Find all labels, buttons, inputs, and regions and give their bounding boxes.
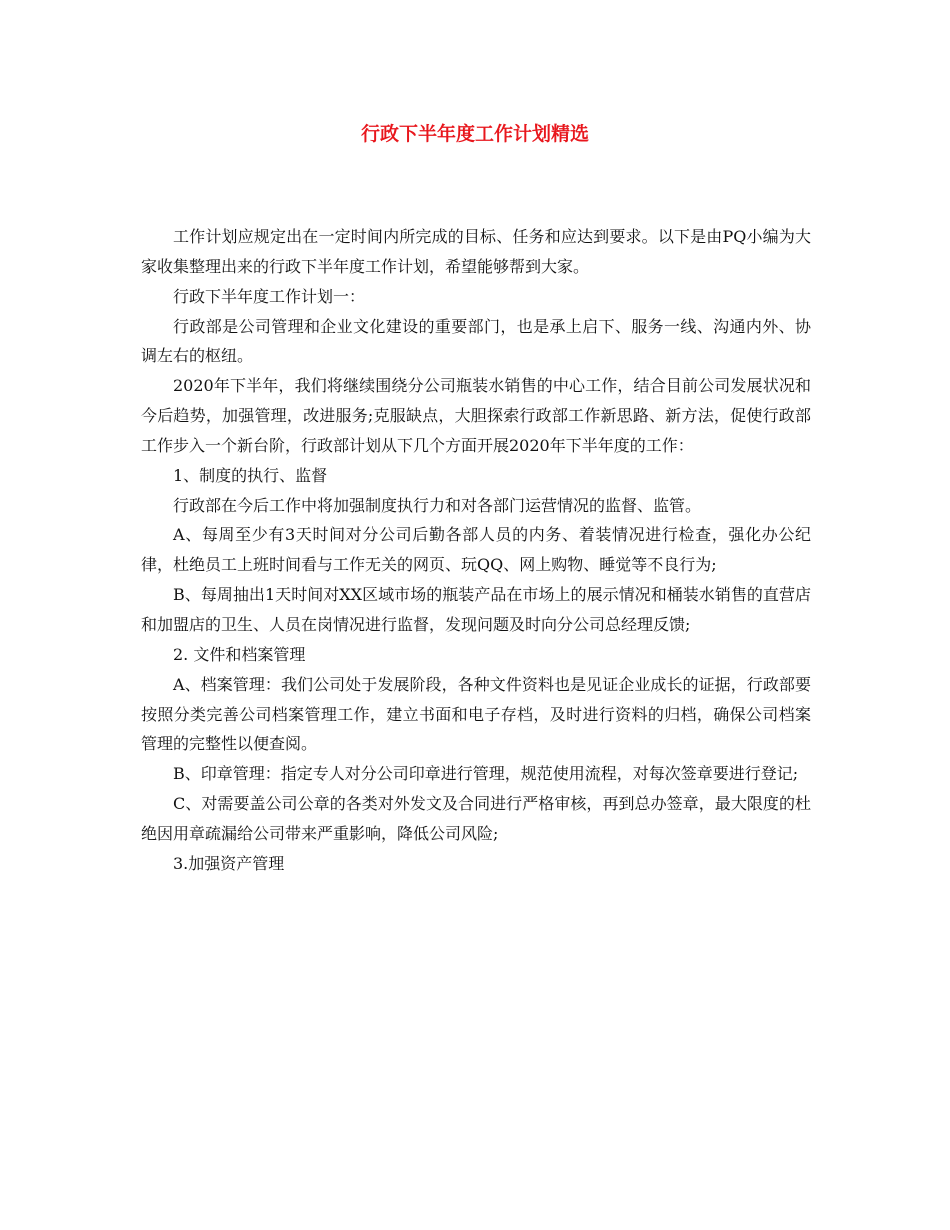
section-heading-3: 3.加强资产管理	[173, 853, 285, 873]
section-heading-2: 2. 文件和档案管理	[173, 644, 306, 664]
list-item-a-archives: A、档案管理：我们公司处于发展阶段，各种文件资料也是见证企业成长的证据，行政部要按照分类完善公司档案管理工作，建立书面和电子存档，及时进行资料的归档，确保公司档案管理的完整性以便查阅。	[141, 674, 811, 754]
list-item-a-inspection: A、每周至少有3天时间对分公司后勤各部人员的内务、着装情况进行检查，强化办公纪律，杜绝员工上班时间看与工作无关的网页、玩QQ、网上购物、睡觉等不良行为;	[141, 525, 811, 575]
paragraph-overview: 2020年下半年，我们将继续围绕分公司瓶装水销售的中心工作，结合目前公司发展状况和今后趋势，加强管理，改进服务;克服缺点，大胆探索行政部工作新思路、新方法，促使行政部工作步入一个新台阶，行政部计划从下几个方面开展2020年下半年度的工作：	[141, 376, 811, 455]
list-item-c-review: C、对需要盖公司公章的各类对外发文及合同进行严格审核，再到总办签章，最大限度的杜绝因用章疏漏给公司带来严重影响，降低公司风险;	[141, 794, 811, 843]
section-heading-1: 1、制度的执行、监督	[173, 465, 328, 485]
paragraph-intro: 工作计划应规定出在一定时间内所完成的目标、任务和应达到要求。以下是由PQ小编为大家收集整理出来的行政下半年度工作计划，希望能够帮到大家。	[141, 227, 811, 276]
list-item-b-seals: B、印章管理：指定专人对分公司印章进行管理，规范使用流程，对每次签章要进行登记;	[173, 764, 799, 784]
document-body	[141, 222, 811, 879]
paragraph-plan-one-heading: 行政下半年度工作计划一：	[173, 286, 366, 306]
paragraph-supervision: 行政部在今后工作中将加强制度执行力和对各部门运营情况的监督、监管。	[173, 495, 702, 515]
document-title: 行政下半年度工作计划精选	[360, 123, 589, 145]
list-item-b-market-check: B、每周抽出1天时间对XX区域市场的瓶装产品在市场上的展示情况和桶装水销售的直营店和加盟店的卫生、人员在岗情况进行监督，发现问题及时向分公司总经理反馈;	[141, 585, 811, 634]
paragraph-department-role: 行政部是公司管理和企业文化建设的重要部门，也是承上启下、服务一线、沟通内外、协调左右的枢纽。	[141, 316, 811, 366]
